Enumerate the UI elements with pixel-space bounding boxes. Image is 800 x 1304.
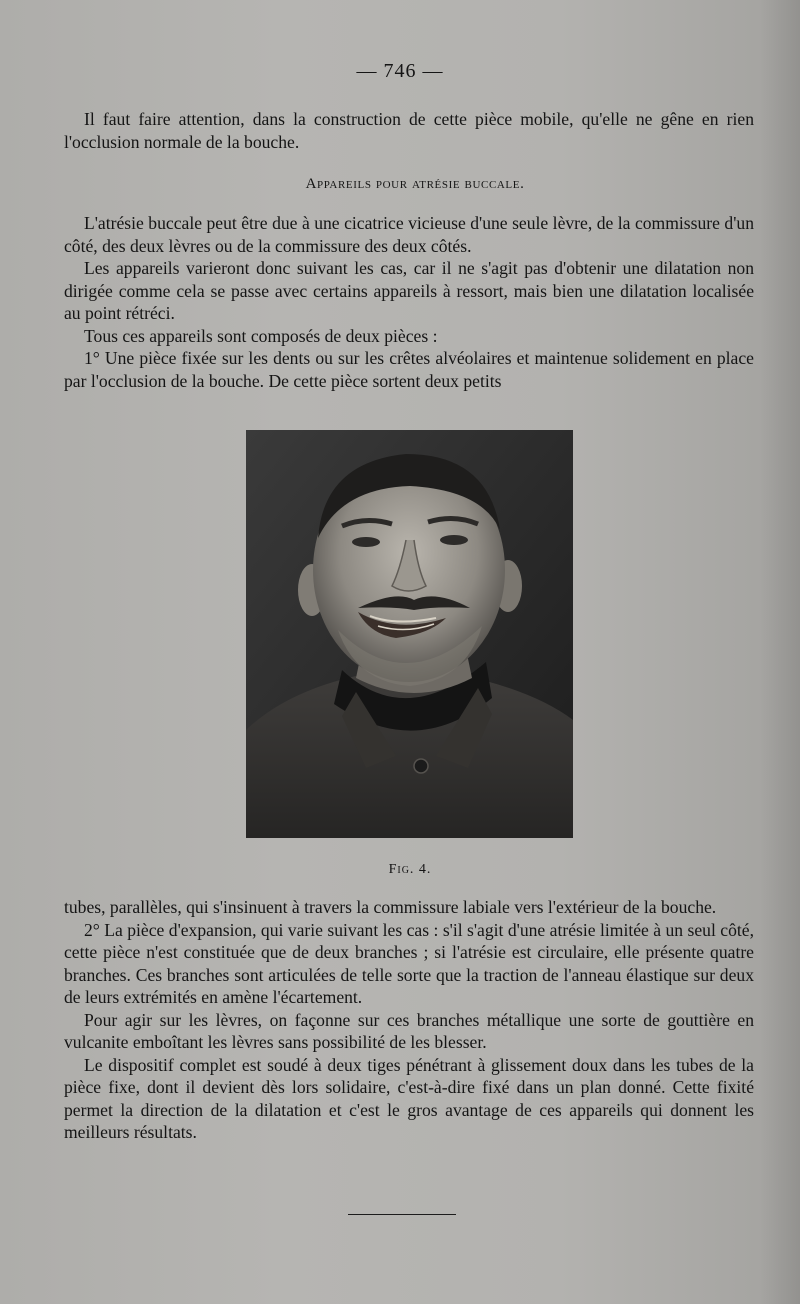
patient-portrait-image bbox=[246, 430, 573, 838]
paragraph: Les appareils varieront donc suivant les cas, car il ne s'agit pas d'obtenir une dilatation non dirigée comme cela se passe avec certains appareils à ressort, mais bien une dilatation localisée au point rétréci. bbox=[64, 258, 754, 323]
page-number: — 746 — bbox=[356, 60, 444, 82]
intro-text bbox=[64, 108, 754, 153]
paragraph: L'atrésie buccale peut être due à une cicatrice vicieuse d'une seule lèvre, de la commissure d'un côté, des deux lèvres ou de la commissure des deux côtés. bbox=[64, 213, 754, 256]
paragraph: Il faut faire attention, dans la construction de cette pièce mobile, qu'elle ne gêne en rien l'occlusion normale de la bouche. bbox=[64, 109, 754, 152]
end-rule bbox=[348, 1214, 456, 1215]
figure-caption: Fig. 4. bbox=[388, 862, 432, 877]
paragraph: Le dispositif complet est soudé à deux tiges pénétrant à glissement doux dans les tubes de la pièce fixe, dont il devient dès lors solidaire, c'est-à-dire fixé dans un plan donné. Cette fixité permet la direction de la dilatation et c'est le gros avantage de ces appareils qui donnent les meilleurs résultats. bbox=[64, 1054, 754, 1142]
page-edge-shadow bbox=[760, 0, 800, 1304]
section-heading: Appareils pour atrésie buccale. bbox=[305, 176, 525, 192]
section-text bbox=[64, 212, 754, 392]
paragraph: Pour agir sur les lèvres, on façonne sur ces branches métallique une sorte de gouttière en vulcanite emboîtant les lèvres sans possibilité de les blesser. bbox=[64, 1009, 754, 1052]
paragraph: tubes, parallèles, qui s'insinuent à travers la commissure labiale vers l'extérieur de la bouche. bbox=[64, 897, 717, 917]
paragraph: 2° La pièce d'expansion, qui varie suivant les cas : s'il s'agit d'une atrésie limitée à un seul côté, cette pièce n'est constituée que de deux branches ; si l'atrésie est circulaire, elle présente quatre branches. Ces branches sont articulées de telle sorte que la traction de l'anneau élastique sur deux de leurs extrémités en amène l'écartement. bbox=[64, 919, 754, 1007]
patient-photograph bbox=[246, 430, 573, 838]
paragraph: Tous ces appareils sont composés de deux pièces : bbox=[84, 325, 438, 346]
continued-text bbox=[64, 896, 754, 1144]
paragraph: 1° Une pièce fixée sur les dents ou sur les crêtes alvéolaires et maintenue solidement en place par l'occlusion de la bouche. De cette pièce sortent deux petits bbox=[64, 348, 754, 391]
